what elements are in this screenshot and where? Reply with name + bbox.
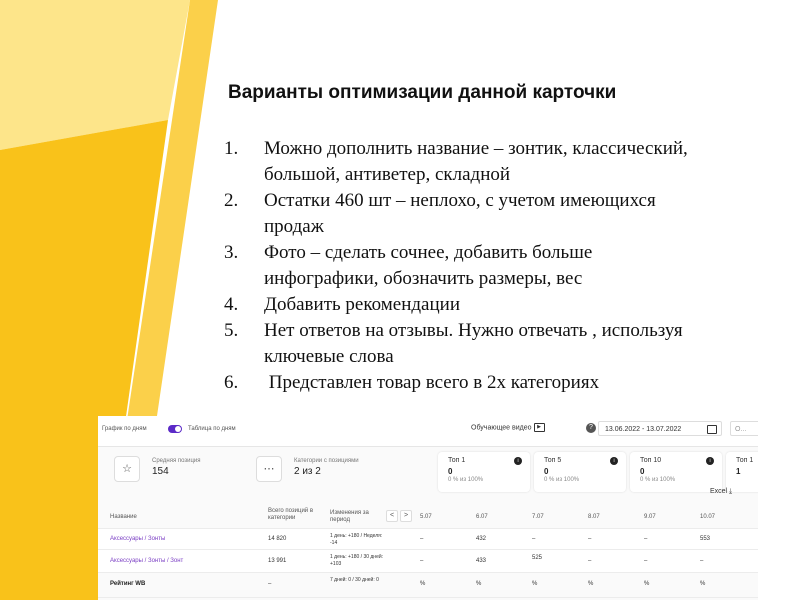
value-cell: – <box>700 558 704 564</box>
next-arrow-button[interactable]: > <box>400 510 412 522</box>
header-total: Всего позиций в категории <box>268 508 314 521</box>
list-item-number: 4. <box>224 294 239 315</box>
category-link[interactable]: Аксессуары / Зонты <box>110 536 166 542</box>
date-range-picker[interactable] <box>598 421 722 436</box>
total-cell: – <box>268 581 272 587</box>
value-cell: % <box>476 581 482 587</box>
value-cell: – <box>420 536 424 542</box>
category-link[interactable]: Аксессуары / Зонты / Зонт <box>110 558 184 564</box>
list-item <box>224 240 704 292</box>
value-cell: % <box>532 581 538 587</box>
date-range-value: 13.06.2022 - 13.07.2022 <box>605 426 682 433</box>
list-item <box>224 292 704 318</box>
value-cell: – <box>644 558 648 564</box>
top-card-value: 0 <box>544 467 549 476</box>
chart-by-day-label[interactable]: График по дням <box>102 426 147 432</box>
top-card <box>438 452 530 492</box>
star-icon: ☆ <box>114 456 140 482</box>
header-date: 6.07 <box>476 514 488 520</box>
list-item-number: 3. <box>224 242 239 263</box>
header-name: Название <box>110 514 137 520</box>
top-card-value: 1 <box>736 467 741 476</box>
value-cell: – <box>532 536 536 542</box>
tutorial-video-button[interactable] <box>471 423 545 432</box>
change-cell: 1 день: +180 / 30 дней: +103 <box>330 554 384 567</box>
list-item-text: Представлен товар всего в 2х категориях <box>264 372 600 393</box>
table-row <box>98 550 758 573</box>
calendar-icon <box>707 425 717 434</box>
list-item-number: 1. <box>224 138 239 159</box>
categories-label: Категории с позициями <box>294 458 359 464</box>
header-date: 7.07 <box>532 514 544 520</box>
list-item <box>224 188 704 240</box>
value-cell: 432 <box>476 536 487 542</box>
value-cell: – <box>644 536 648 542</box>
change-cell: 1 день: +180 / Неделя: -14 <box>330 533 383 546</box>
top-card-label: Топ 1 <box>736 457 754 464</box>
value-cell: 525 <box>532 555 543 561</box>
header-date: 10.07 <box>700 514 716 520</box>
value-cell: % <box>644 581 650 587</box>
embedded-analytics-screenshot <box>98 416 758 600</box>
help-icon[interactable]: ? <box>586 423 596 433</box>
avg-position-label: Средняя позиция <box>152 458 201 464</box>
top-card-label: Топ 1 <box>448 457 466 464</box>
header-date: 5.07 <box>420 514 432 520</box>
list-item-text: Можно дополнить название – зонтик, классический, большой, антиветер, складной <box>264 138 688 185</box>
value-cell: – <box>588 536 592 542</box>
table-by-day-label[interactable]: Таблица по дням <box>188 426 236 432</box>
list-item <box>224 370 704 396</box>
value-cell: % <box>420 581 426 587</box>
table-row <box>98 529 758 550</box>
top-card-label: Топ 5 <box>544 457 562 464</box>
header-date: 9.07 <box>644 514 656 520</box>
top-card-value: 0 <box>640 467 645 476</box>
list-item-text: Нет ответов на отзывы. Нужно отвечать , используя ключевые слова <box>264 320 683 367</box>
prev-arrow-button[interactable]: < <box>386 510 398 522</box>
chat-icon: ⋯ <box>256 456 282 482</box>
categories-value: 2 из 2 <box>294 466 321 477</box>
optimization-list <box>224 136 704 396</box>
avg-position-value: 154 <box>152 466 169 477</box>
list-item-text: Фото – сделать сочнее, добавить больше инфографики, обозначить размеры, вес <box>264 242 593 289</box>
info-icon[interactable]: i <box>610 457 618 465</box>
value-cell: – <box>588 558 592 564</box>
top-card <box>726 452 758 492</box>
total-cell: 14 820 <box>268 536 287 542</box>
excel-export-button[interactable]: Excel ⤓ <box>710 488 733 495</box>
list-item-text: Добавить рекомендации <box>264 294 460 315</box>
view-toggle[interactable] <box>168 425 182 433</box>
info-icon[interactable]: i <box>514 457 522 465</box>
top-card-sub: 0 % из 100% <box>544 477 580 483</box>
top-card <box>534 452 626 492</box>
list-item-number: 2. <box>224 190 239 211</box>
top-card <box>630 452 722 492</box>
list-item <box>224 318 704 370</box>
list-item-number: 6. <box>224 372 239 393</box>
top-card-value: 0 <box>448 467 453 476</box>
top-card-sub: 0 % из 100% <box>640 477 676 483</box>
top-card-sub: 0 % из 100% <box>448 477 484 483</box>
total-cell: 13 991 <box>268 558 287 564</box>
value-cell: 553 <box>700 536 711 542</box>
value-cell: – <box>420 558 424 564</box>
table-header-row <box>98 502 758 529</box>
change-cell: 7 дней: 0 / 30 дней: 0 <box>330 577 379 583</box>
list-item-number: 5. <box>224 320 239 341</box>
top-card-label: Топ 10 <box>640 457 662 464</box>
tutorial-video-label: Обучающее видео <box>471 424 532 432</box>
value-cell: % <box>700 581 706 587</box>
value-cell: 433 <box>476 558 487 564</box>
rating-label: Рейтинг WB <box>110 581 146 587</box>
info-icon[interactable]: i <box>706 457 714 465</box>
table-row <box>98 573 758 598</box>
play-icon: ▶ <box>534 423 545 432</box>
list-item <box>224 136 704 188</box>
header-date: 8.07 <box>588 514 600 520</box>
list-item-text: Остатки 460 шт – неплохо, с учетом имеющихся продаж <box>264 190 656 237</box>
analytics-toolbar <box>98 416 758 447</box>
header-change: Изменения за период <box>330 510 369 523</box>
value-cell: % <box>588 581 594 587</box>
slide-title: Варианты оптимизации данной карточки <box>228 82 617 103</box>
search-input[interactable]: О... <box>730 421 758 436</box>
